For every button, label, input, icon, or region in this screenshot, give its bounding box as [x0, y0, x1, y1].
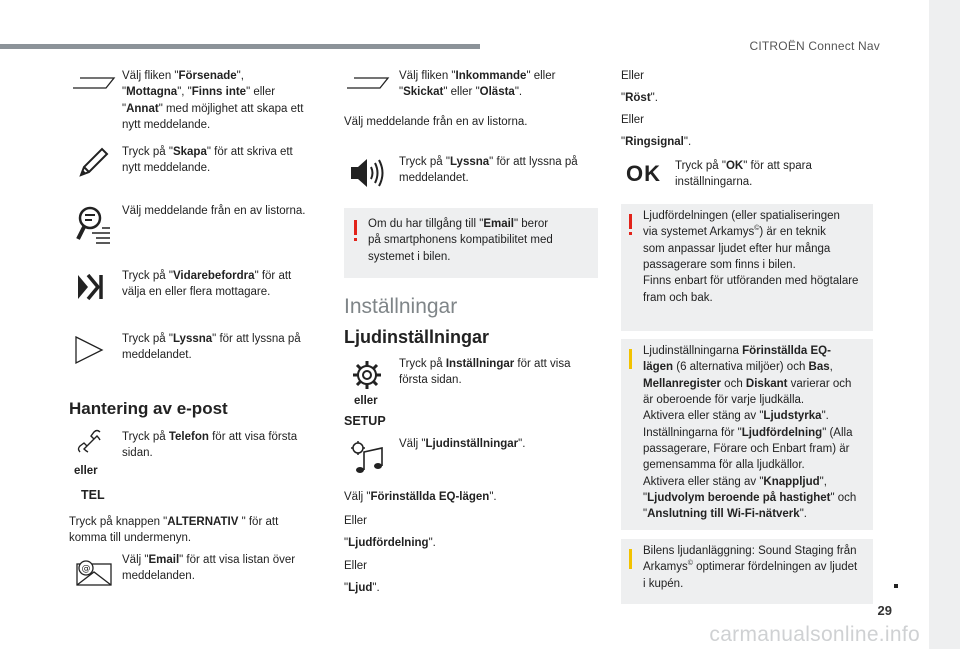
end-bullet	[894, 584, 898, 588]
section-heading-email: Hantering av e-post	[69, 399, 228, 418]
info-note-arkamys	[621, 539, 873, 604]
col1-item4-text: Tryck på "Vidarebefordra" för att välja en eller flera mottagare.	[122, 270, 292, 299]
phone-icon	[76, 428, 104, 456]
col1-item7-text: Välj "Email" för att visa listan över meddelanden.	[122, 554, 296, 583]
search-list-icon	[76, 205, 112, 245]
tab-bar-icon	[72, 76, 116, 90]
page-header: CITROËN Connect Nav	[749, 39, 880, 53]
svg-text:@: @	[81, 564, 91, 574]
col2-item2-text: Tryck på "Lyssna" för att lyssna på meddelandet.	[399, 156, 578, 185]
eller-label: eller	[74, 465, 98, 477]
ok-icon: OK	[626, 161, 661, 186]
gear-icon	[352, 360, 382, 390]
music-settings-icon	[350, 440, 384, 476]
col1-item6-text: Tryck på Telefon för att visa första sidan.	[122, 431, 298, 460]
warning-note-email	[344, 208, 598, 278]
col3-eller2: Eller	[621, 114, 645, 126]
tel-label: TEL	[81, 488, 105, 502]
col3-para2: "Ringsignal".	[621, 136, 692, 148]
play-icon	[74, 335, 104, 365]
col2-item3-text: Tryck på Inställningar för att visa första sidan.	[399, 358, 571, 387]
col2-eller3: Eller	[344, 560, 368, 572]
warning-icon-dot	[354, 238, 357, 241]
col2-para3: "Ljudfördelning".	[344, 537, 436, 549]
speaker-icon	[350, 157, 384, 189]
col1-item5-text: Tryck på "Lyssna" för att lyssna på meddelandet.	[122, 333, 301, 362]
warning-note-text: Om du har tillgång till "Email" beror på smartphonens kompatibilitet med systemet i bilen.	[368, 218, 553, 263]
watermark: carmanualsonline.info	[709, 623, 920, 646]
pencil-icon	[78, 146, 110, 178]
warning-icon-dot	[629, 232, 632, 235]
warning-note-text: Ljudfördelningen (eller spatialiseringen via systemet Arkamys©) är en teknik som anpassar ljudet efter hur många passagerare som finns i bilen. Finns enbart för utföranden med högtalare fram och bak.	[643, 210, 859, 304]
page-number: 29	[877, 603, 892, 618]
col1-item1-text: Välj fliken "Försenade", "Mottagna", "Finns inte" eller "Annat" med möjlighet att skapa ett nytt meddelande.	[122, 70, 304, 131]
info-note-text: Ljudinställningarna Förinställda EQ- lägen (6 alternativa miljöer) och Bas, Mellanregister och Diskant varierar och är oberoende för varje ljudkälla. Aktivera eller stäng av "Ljudstyrka". Inställningarna för "Ljudfördelning" (Alla passagerare, Förare och Enbart fram) är gemensamma för alla ljudkällor. Aktivera eller stäng av "Knappljud", "Ljudvolym beroende på hastighet" och "Anslutning till Wi-Fi-nätverk".	[643, 345, 857, 521]
info-note-ljudinstallningar	[621, 339, 873, 530]
header-bar	[0, 44, 480, 49]
col2-item4-text: Välj "Ljudinställningar".	[399, 438, 526, 450]
col2-item1-text: Välj fliken "Inkommande" eller "Skickat" eller "Olästa".	[399, 70, 556, 99]
warning-note-ljudfordelning	[621, 204, 873, 331]
col1-para1: Tryck på knappen "ALTERNATIV " för att komma till undermenyn.	[69, 516, 279, 545]
section-title-installningar: Inställningar	[344, 295, 458, 318]
section-heading-ljud: Ljudinställningar	[344, 327, 490, 347]
col2-eller2: Eller	[344, 515, 368, 527]
forward-icon	[76, 273, 106, 301]
col1-item2-text: Tryck på "Skapa" för att skriva ett nytt meddelande.	[122, 146, 293, 175]
info-icon	[629, 349, 632, 369]
info-note-text: Bilens ljudanläggning: Sound Staging från Arkamys© optimerar fördelningen av ljudet i kupén.	[643, 545, 858, 590]
setup-label: SETUP	[344, 414, 386, 428]
warning-icon	[354, 220, 357, 235]
col2-para1: Välj meddelande från en av listorna.	[344, 116, 528, 128]
col2-para2: Välj "Förinställda EQ-lägen".	[344, 491, 497, 503]
email-icon	[76, 560, 112, 586]
col2-para4: "Ljud".	[344, 582, 380, 594]
side-strip	[929, 0, 960, 649]
col3-para1: "Röst".	[621, 92, 658, 104]
col1-item3-text: Välj meddelande från en av listorna.	[122, 205, 306, 217]
eller-label: eller	[354, 395, 378, 407]
tab-bar-icon	[346, 76, 390, 90]
col3-item1-text: Tryck på "OK" för att spara inställningarna.	[675, 160, 812, 189]
info-icon	[629, 549, 632, 569]
warning-icon	[629, 214, 632, 229]
col3-eller1: Eller	[621, 70, 645, 82]
